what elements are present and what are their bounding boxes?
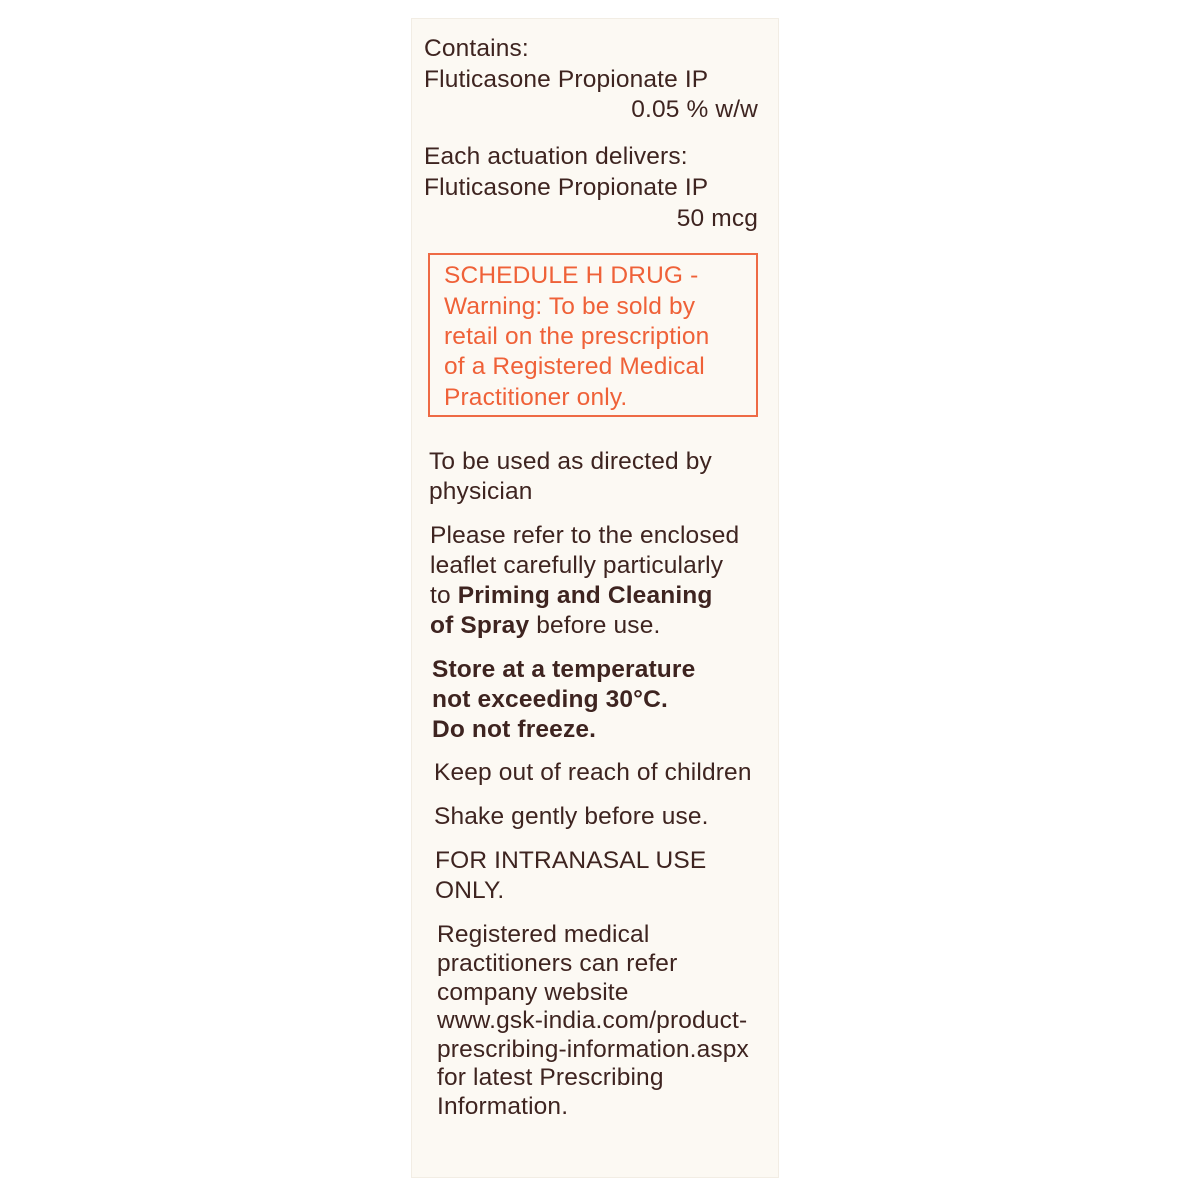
prescribing-info-line: Registered medical (437, 921, 650, 948)
actuation-ingredient: Fluticasone Propionate IP (424, 174, 709, 201)
actuation-heading: Each actuation delivers: (424, 143, 688, 170)
warning-line: Warning: To be sold by (444, 293, 696, 320)
leaflet-emphasis: Priming and Cleaning (457, 582, 713, 609)
directions-line: physician (429, 478, 533, 505)
storage-line: Store at a temperature (432, 656, 696, 683)
warning-line: SCHEDULE H DRUG - (444, 262, 699, 289)
contains-ingredient: Fluticasone Propionate IP (424, 66, 709, 93)
prescribing-info-line: company website (437, 979, 629, 1006)
warning-line: retail on the prescription (444, 323, 710, 350)
leaflet-emphasis: of Spray (430, 612, 530, 639)
leaflet-line: leaflet carefully particularly (430, 552, 724, 579)
intranasal-line: FOR INTRANASAL USE (435, 847, 707, 874)
website-url: prescribing-information.aspx (437, 1036, 749, 1063)
storage-line: Do not freeze. (432, 716, 597, 743)
website-url: www.gsk-india.com/product- (437, 1007, 748, 1034)
prescribing-info-line: practitioners can refer (437, 950, 678, 977)
warning-line: Practitioner only. (444, 384, 628, 411)
leaflet-line (430, 581, 713, 611)
contains-heading: Contains: (424, 35, 529, 62)
leaflet-line (430, 611, 660, 641)
contains-amount: 0.05 % w/w (631, 96, 758, 123)
prescribing-info-line: Information. (437, 1093, 569, 1120)
actuation-amount: 50 mcg (676, 205, 758, 232)
warning-line: of a Registered Medical (444, 353, 705, 380)
leaflet-line: Please refer to the enclosed (430, 522, 740, 549)
directions-line: To be used as directed by (429, 448, 712, 475)
shake-instruction: Shake gently before use. (434, 803, 709, 830)
leaflet-text: before use. (529, 612, 661, 639)
leaflet-text: to (430, 582, 458, 609)
storage-line: not exceeding 30°C. (432, 686, 668, 713)
children-warning: Keep out of reach of children (434, 759, 752, 786)
prescribing-info-line: for latest Prescribing (437, 1064, 664, 1091)
intranasal-line: ONLY. (435, 877, 505, 904)
